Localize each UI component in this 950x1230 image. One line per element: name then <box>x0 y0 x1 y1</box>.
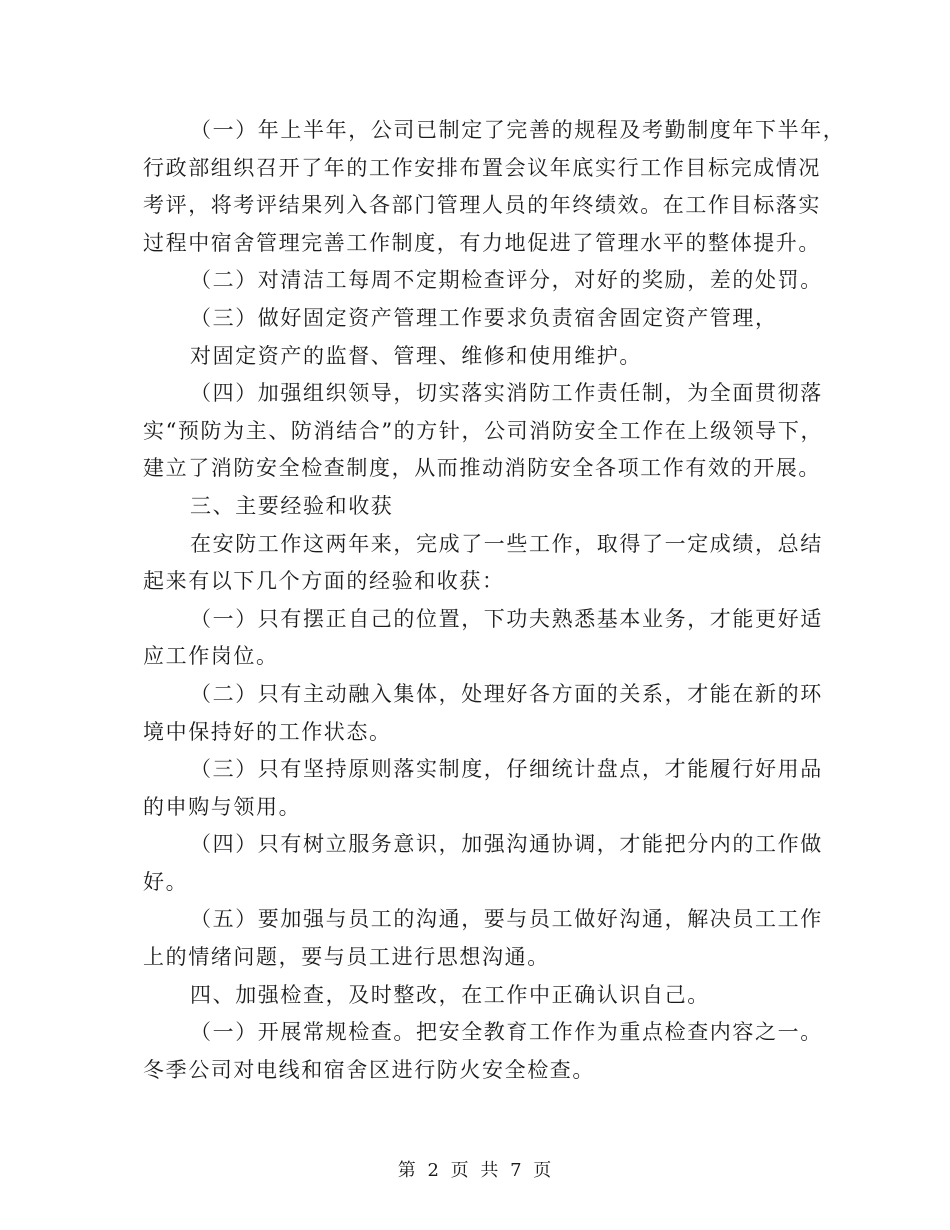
text-line: 四、加强检查，及时整改，在工作中正确认识自己。 <box>190 982 710 1007</box>
text-line: （一）年上半年，公司已制定了完善的规程及考勤制度年下半年， <box>190 118 846 142</box>
text-line: （四）只有树立服务意识，加强沟通协调，才能把分内的工作做 <box>190 832 823 857</box>
text-line: （三）做好固定资产管理工作要求负责宿舍固定资产管理， <box>190 305 778 330</box>
text-line: 起来有以下几个方面的经验和收获： <box>143 569 505 594</box>
document-body <box>143 112 846 1089</box>
paragraph-11 <box>143 826 823 901</box>
paragraph-5 <box>143 375 824 488</box>
paragraph-12 <box>143 901 823 976</box>
text-line: 冬季公司对电线和宿舍区进行防火安全检查。 <box>143 1057 595 1082</box>
paragraph-14 <box>143 1014 823 1089</box>
page-number-footer: 第 2 页 共 7 页 <box>397 1160 553 1181</box>
text-line: （一）开展常规检查。把安全教育工作作为重点检查内容之一。 <box>190 1020 823 1045</box>
text-line: 对固定资产的监督、管理、维修和使用维护。 <box>190 343 642 368</box>
text-line: 建立了消防安全检查制度，从而推动消防安全各项工作有效的开展。 <box>143 456 821 481</box>
paragraph-1 <box>143 112 846 262</box>
text-line: （五）要加强与员工的沟通，要与员工做好沟通，解决员工工作 <box>190 907 823 932</box>
text-line: 应工作岗位。 <box>143 644 279 669</box>
text-line: 三、主要经验和收获 <box>190 493 394 518</box>
paragraph-10 <box>143 751 823 826</box>
text-line: 过程中宿舍管理完善工作制度，有力地促进了管理水平的整体提升。 <box>143 230 821 255</box>
text-line: 的申购与领用。 <box>143 794 302 819</box>
paragraph-2 <box>143 262 823 300</box>
text-line: 实“预防为主、防消结合”的方针，公司消防安全工作在上级领导下， <box>143 418 824 443</box>
paragraph-9 <box>143 676 823 751</box>
text-line: 考评，将考评结果列入各部门管理人员的年终绩效。在工作目标落实 <box>143 193 821 218</box>
paragraph-4 <box>143 338 807 376</box>
text-line: 好。 <box>143 869 189 894</box>
text-line: （四）加强组织领导，切实落实消防工作责任制，为全面贯彻落 <box>190 381 823 406</box>
paragraph-7 <box>143 526 823 601</box>
section-heading-3 <box>143 488 807 526</box>
text-line: 上的情绪问题，要与员工进行思想沟通。 <box>143 945 550 970</box>
paragraph-8 <box>143 601 823 676</box>
text-line: 境中保持好的工作状态。 <box>143 719 392 744</box>
text-line: 行政部组织召开了年的工作安排布置会议年底实行工作目标完成情况 <box>143 155 821 180</box>
text-line: （二）只有主动融入集体，处理好各方面的关系，才能在新的环 <box>190 681 823 706</box>
text-line: （二）对清洁工每周不定期检查评分，对好的奖励，差的处罚。 <box>190 268 823 293</box>
text-line: 在安防工作这两年来，完成了一些工作，取得了一定成绩，总结 <box>190 531 823 556</box>
section-heading-4 <box>143 977 807 1015</box>
text-line: （三）只有坚持原则落实制度，仔细统计盘点，才能履行好用品 <box>190 757 823 782</box>
paragraph-3 <box>143 300 807 338</box>
text-line: （一）只有摆正自己的位置，下功夫熟悉基本业务，才能更好适 <box>190 606 823 631</box>
